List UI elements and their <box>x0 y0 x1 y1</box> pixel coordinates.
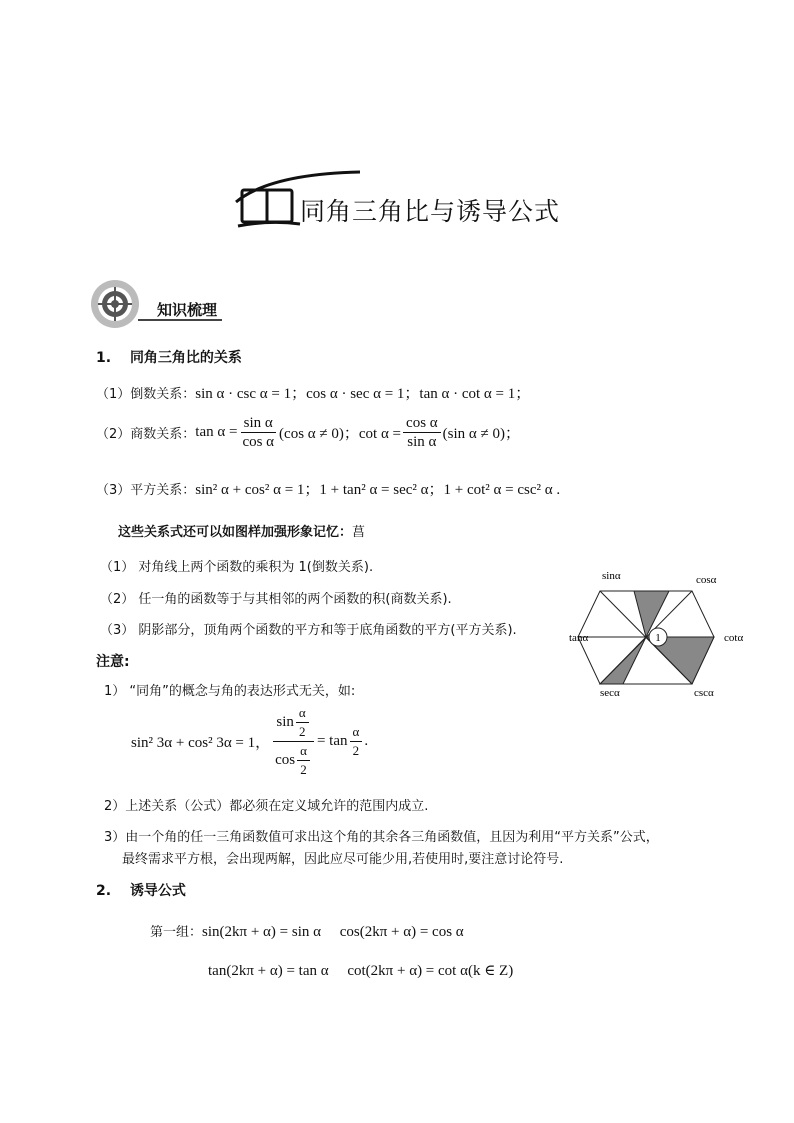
line3-label: （3）平方关系： <box>96 483 196 498</box>
hex-label-cot: cotα <box>724 632 744 644</box>
quotient-relation <box>96 414 520 451</box>
hexagon-diagram <box>566 566 756 701</box>
alpha-over-2-right <box>350 723 363 760</box>
hex-label-tan: tanα <box>569 632 589 644</box>
line2-cond1: (cos α ≠ 0)；cot α = <box>279 426 402 442</box>
alpha-top-den: 2 <box>299 723 306 739</box>
frac1-den: cos α <box>242 434 275 450</box>
note-3-line1: 3）由一个角的任一三角函数值可求出这个角的其余各三角函数值，且因为利用“平方关系”公式， <box>104 830 659 845</box>
note1-tail: . <box>364 732 369 749</box>
frac1-num: sin α <box>241 414 276 433</box>
note1-big-frac <box>272 704 315 779</box>
part2-heading-text: 诱导公式 <box>129 883 186 899</box>
note1-frac-num <box>273 704 313 742</box>
note-heading: 注意: <box>96 654 130 670</box>
formula-row-1: sin(2kπ + α) = sin α cos(2kπ + α) = cos α <box>202 924 464 940</box>
memory-item-1: （1） 对角线上两个函数的乘积为 1(倒数关系). <box>100 560 374 575</box>
section-title: 知识梳理 <box>157 301 218 319</box>
line2-label: （2）商数关系： <box>96 427 196 442</box>
alpha-bot-num: α <box>297 742 310 761</box>
part1-number: 1. <box>96 350 112 366</box>
square-relation <box>96 478 560 499</box>
part1-heading <box>96 347 242 367</box>
alpha-right-den: 2 <box>352 742 360 758</box>
note1-math-left: sin² 3α + cos² 3α = 1， <box>131 734 271 751</box>
line2-cond2: (sin α ≠ 0)； <box>442 426 520 442</box>
note1-frac-den <box>272 742 315 779</box>
frac-sin-over-cos <box>239 414 277 451</box>
alpha-over-2-top <box>296 704 309 741</box>
memory-item-2: （2） 任一角的函数等于与其相邻的两个函数的积(商数关系). <box>100 592 452 607</box>
hex-label-sec: secα <box>600 687 620 699</box>
alpha-bot-den: 2 <box>300 761 307 777</box>
reciprocal-relation <box>96 382 530 403</box>
note1-cos: cos <box>275 752 296 768</box>
line1-label: （1）倒数关系： <box>96 387 196 402</box>
hex-label-cos: cosα <box>696 574 717 586</box>
formula-row-2: tan(2kπ + α) = tan α cot(2kπ + α) = cot α(k ∈ Z) <box>208 963 514 979</box>
note-1: 1） “同角”的概念与角的表达形式无关，如: <box>104 684 356 699</box>
memory-heading <box>118 521 365 540</box>
note-2: 2）上述关系（公式）都必须在定义域允许的范围内成立. <box>104 799 429 814</box>
hexagon-shape <box>578 591 714 684</box>
part1-heading-text: 同角三角比的关系 <box>129 350 242 366</box>
hex-label-sin: sinα <box>602 570 621 582</box>
note1-sin: sin <box>276 714 294 730</box>
memory-extra: 菖 <box>352 525 366 540</box>
hex-center: 1 <box>655 632 661 644</box>
frac2-num: cos α <box>403 414 441 433</box>
hex-label-csc: cscα <box>694 687 714 699</box>
line1-math: sin α · csc α = 1；cos α · sec α = 1；tan α · cot α = 1； <box>195 386 531 402</box>
line3-math: sin² α + cos² α = 1；1 + tan² α = sec² α；1 + cot² α = csc² α . <box>195 482 561 498</box>
frac-cos-over-sin <box>403 414 441 451</box>
memory-heading-text: 这些关系式还可以如图样加强形象记忆： <box>118 525 353 540</box>
induction-group-1 <box>150 921 464 941</box>
note1-math <box>131 705 368 777</box>
frac2-den: sin α <box>407 434 437 450</box>
note1-math-right: = tan <box>316 732 348 749</box>
alpha-right-num: α <box>350 723 363 742</box>
alpha-top-num: α <box>296 704 309 723</box>
page-title: 同角三角比与诱导公式 <box>300 197 561 226</box>
line2-tan: tan α = <box>195 424 238 440</box>
group-label: 第一组： <box>150 925 203 940</box>
part2-number: 2. <box>96 883 112 899</box>
part2-heading <box>96 880 186 900</box>
note-3-line2: 最终需求平方根，会出现两解，因此应尽可能少用,若使用时,要注意讨论符号. <box>122 852 564 867</box>
alpha-over-2-bottom <box>297 742 310 779</box>
memory-item-3: （3） 阴影部分，顶角两个函数的平方和等于底角函数的平方(平方关系). <box>100 623 517 638</box>
